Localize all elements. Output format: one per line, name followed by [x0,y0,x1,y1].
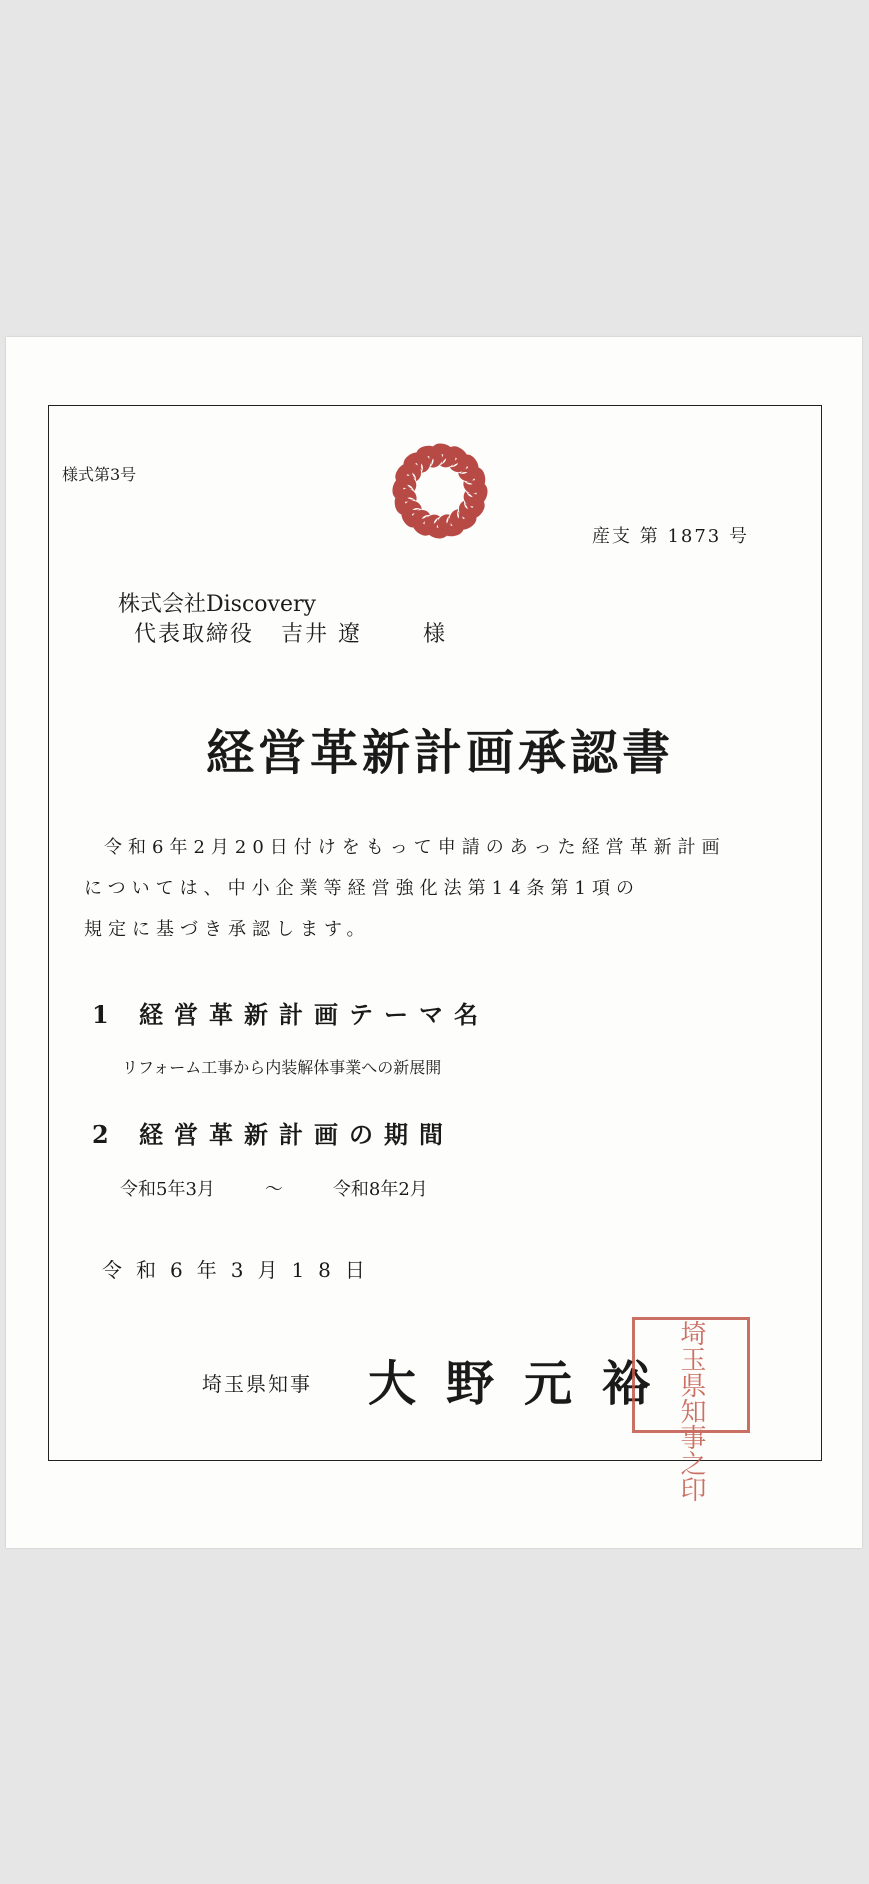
official-seal-icon [632,1317,750,1502]
issue-date: 令和6年3月18日 [102,1258,379,1282]
recipient-representative [134,617,447,648]
period-start: 令和5年3月 [120,1179,215,1200]
form-number: 様式第3号 [62,465,137,484]
recipient-company: 株式会社Discovery [118,592,316,617]
section-period-heading: 2 経営革新計画の期間 [92,1120,455,1149]
recipient-title: 代表取締役 [134,622,255,647]
certificate-paper [6,337,862,1548]
prefecture-emblem-icon [386,437,494,545]
period-end: 令和8年2月 [332,1179,428,1200]
document-number: 産支 第 1873 号 [592,526,749,547]
certificate-body [84,827,794,950]
seal-text: 埼玉県知事之印 [676,1320,706,1502]
body-line-1: 令和6年2月20日付けをもって申請のあった経営革新計画 [104,837,726,858]
body-line-2: については、中小企業等経営強化法第14条第1項の [84,878,640,899]
issuer-title: 埼玉県知事 [202,1372,312,1396]
recipient-honorific: 様 [423,622,448,647]
issuer-name: 大野元裕 [368,1356,681,1412]
section-theme-heading: 1 経営革新計画テーマ名 [92,1000,490,1029]
certificate-title: 経営革新計画承認書 [206,725,675,781]
body-line-3: 規定に基づき承認します。 [84,919,371,940]
plan-period [120,1175,428,1201]
period-separator: 〜 [264,1179,283,1200]
theme-name: リフォーム工事から内装解体事業への新展開 [122,1058,442,1077]
recipient-name: 吉井 遼 [281,622,362,647]
